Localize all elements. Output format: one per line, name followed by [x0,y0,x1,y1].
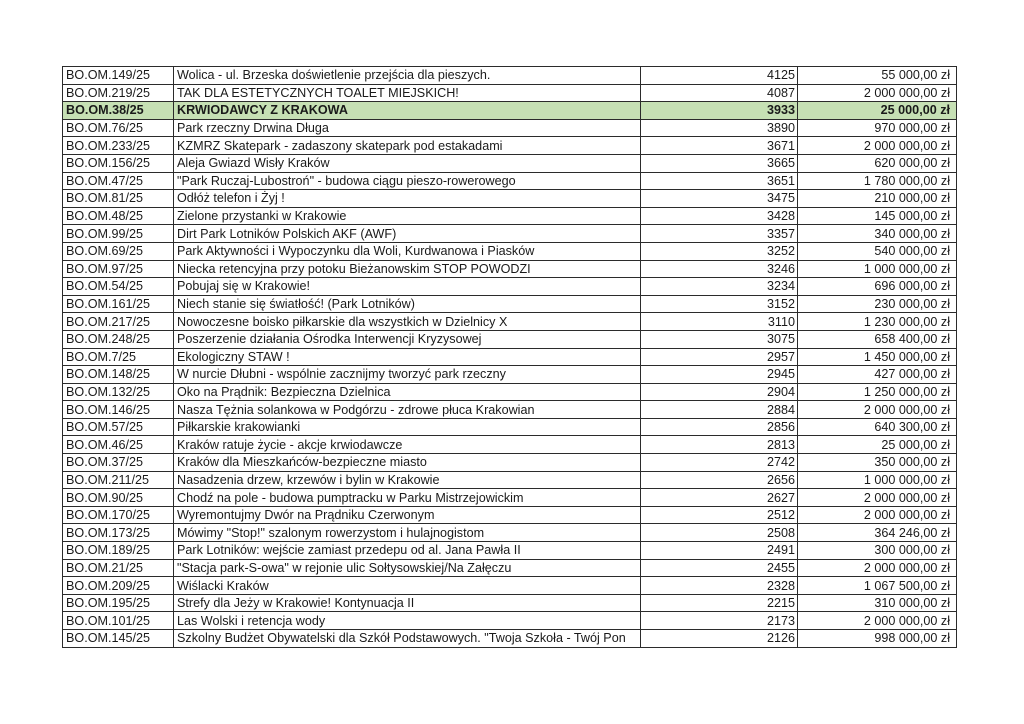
project-id-cell: BO.OM.57/25 [63,418,174,436]
project-id-cell: BO.OM.47/25 [63,172,174,190]
votes-cell: 3357 [641,225,798,243]
table-row [63,137,957,155]
amount-cell: 2 000 000,00 zł [798,559,957,577]
table-row [63,154,957,172]
amount-cell: 1 450 000,00 zł [798,348,957,366]
table-row [63,559,957,577]
project-title-cell: Pobujaj się w Krakowie! [174,278,641,296]
project-title-cell: Strefy dla Jeży w Krakowie! Kontynuacja II [174,594,641,612]
project-id-cell: BO.OM.211/25 [63,471,174,489]
votes-cell: 3246 [641,260,798,278]
project-title-cell: "Park Ruczaj-Lubostroń" - budowa ciągu pieszo-rowerowego [174,172,641,190]
table-row [63,577,957,595]
table-row [63,207,957,225]
amount-cell: 1 780 000,00 zł [798,172,957,190]
amount-cell: 970 000,00 zł [798,119,957,137]
project-id-cell: BO.OM.156/25 [63,154,174,172]
project-id-cell: BO.OM.195/25 [63,594,174,612]
project-id-cell: BO.OM.149/25 [63,67,174,85]
votes-cell: 3234 [641,278,798,296]
votes-cell: 3890 [641,119,798,137]
votes-cell: 3651 [641,172,798,190]
project-title-cell: Wiślacki Kraków [174,577,641,595]
amount-cell: 300 000,00 zł [798,542,957,560]
table-row [63,67,957,85]
amount-cell: 540 000,00 zł [798,242,957,260]
project-id-cell: BO.OM.90/25 [63,489,174,507]
table-row [63,524,957,542]
table-row [63,348,957,366]
votes-cell: 2508 [641,524,798,542]
table-row [63,313,957,331]
amount-cell: 658 400,00 zł [798,330,957,348]
project-id-cell: BO.OM.189/25 [63,542,174,560]
project-id-cell: BO.OM.148/25 [63,366,174,384]
project-title-cell: Poszerzenie działania Ośrodka Interwencji Kryzysowej [174,330,641,348]
table-row [63,401,957,419]
table-row [63,383,957,401]
votes-cell: 2957 [641,348,798,366]
table-row [63,436,957,454]
table-row [63,242,957,260]
amount-cell: 620 000,00 zł [798,154,957,172]
project-title-cell: TAK DLA ESTETYCZNYCH TOALET MIEJSKICH! [174,84,641,102]
project-title-cell: W nurcie Dłubni - wspólnie zacznijmy tworzyć park rzeczny [174,366,641,384]
votes-cell: 2512 [641,506,798,524]
project-id-cell: BO.OM.69/25 [63,242,174,260]
votes-cell: 2945 [641,366,798,384]
project-title-cell: Nasza Tężnia solankowa w Podgórzu - zdrowe płuca Krakowian [174,401,641,419]
project-id-cell: BO.OM.101/25 [63,612,174,630]
amount-cell: 145 000,00 zł [798,207,957,225]
projects-table-body [63,67,957,648]
amount-cell: 1 000 000,00 zł [798,471,957,489]
amount-cell: 998 000,00 zł [798,630,957,648]
project-title-cell: Park Lotników: wejście zamiast przedepu od al. Jana Pawła II [174,542,641,560]
project-id-cell: BO.OM.48/25 [63,207,174,225]
project-title-cell: Las Wolski i retencja wody [174,612,641,630]
project-id-cell: BO.OM.99/25 [63,225,174,243]
project-title-cell: Wyremontujmy Dwór na Prądniku Czerwonym [174,506,641,524]
project-id-cell: BO.OM.209/25 [63,577,174,595]
table-row [63,172,957,190]
project-title-cell: Aleja Gwiazd Wisły Kraków [174,154,641,172]
project-id-cell: BO.OM.219/25 [63,84,174,102]
amount-cell: 1 067 500,00 zł [798,577,957,595]
votes-cell: 2173 [641,612,798,630]
table-row [63,366,957,384]
amount-cell: 2 000 000,00 zł [798,506,957,524]
project-title-cell: Szkolny Budżet Obywatelski dla Szkół Podstawowych. "Twoja Szkoła - Twój Pon [174,630,641,648]
project-id-cell: BO.OM.81/25 [63,190,174,208]
votes-cell: 3428 [641,207,798,225]
project-id-cell: BO.OM.54/25 [63,278,174,296]
projects-table [62,66,957,648]
project-title-cell: Wolica - ul. Brzeska doświetlenie przejścia dla pieszych. [174,67,641,85]
project-title-cell: Piłkarskie krakowianki [174,418,641,436]
table-row [63,119,957,137]
project-title-cell: Oko na Prądnik: Bezpieczna Dzielnica [174,383,641,401]
project-id-cell: BO.OM.76/25 [63,119,174,137]
project-id-cell: BO.OM.146/25 [63,401,174,419]
project-title-cell: Ekologiczny STAW ! [174,348,641,366]
project-title-cell: Chodź na pole - budowa pumptracku w Parku Mistrzejowickim [174,489,641,507]
amount-cell: 230 000,00 zł [798,295,957,313]
project-id-cell: BO.OM.217/25 [63,313,174,331]
project-title-cell: Zielone przystanki w Krakowie [174,207,641,225]
amount-cell: 340 000,00 zł [798,225,957,243]
table-row [63,295,957,313]
votes-cell: 2856 [641,418,798,436]
project-id-cell: BO.OM.97/25 [63,260,174,278]
project-title-cell: KRWIODAWCY Z KRAKOWA [174,102,641,120]
votes-cell: 3110 [641,313,798,331]
amount-cell: 55 000,00 zł [798,67,957,85]
votes-cell: 2742 [641,454,798,472]
table-row [63,542,957,560]
votes-cell: 2656 [641,471,798,489]
amount-cell: 2 000 000,00 zł [798,489,957,507]
amount-cell: 640 300,00 zł [798,418,957,436]
votes-cell: 2455 [641,559,798,577]
votes-cell: 3665 [641,154,798,172]
votes-cell: 2215 [641,594,798,612]
project-title-cell: Odłóż telefon i Żyj ! [174,190,641,208]
project-title-cell: Park Aktywności i Wypoczynku dla Woli, Kurdwanowa i Piasków [174,242,641,260]
amount-cell: 427 000,00 zł [798,366,957,384]
table-row [63,612,957,630]
table-row [63,630,957,648]
project-id-cell: BO.OM.7/25 [63,348,174,366]
project-id-cell: BO.OM.37/25 [63,454,174,472]
amount-cell: 364 246,00 zł [798,524,957,542]
amount-cell: 696 000,00 zł [798,278,957,296]
amount-cell: 1 230 000,00 zł [798,313,957,331]
table-row [63,471,957,489]
project-id-cell: BO.OM.145/25 [63,630,174,648]
votes-cell: 2904 [641,383,798,401]
table-row [63,225,957,243]
table-row [63,506,957,524]
table-row-highlighted [63,102,957,120]
project-id-cell: BO.OM.233/25 [63,137,174,155]
project-title-cell: Nasadzenia drzew, krzewów i bylin w Krakowie [174,471,641,489]
project-id-cell: BO.OM.173/25 [63,524,174,542]
votes-cell: 3252 [641,242,798,260]
votes-cell: 3152 [641,295,798,313]
project-id-cell: BO.OM.161/25 [63,295,174,313]
project-title-cell: Park rzeczny Drwina Długa [174,119,641,137]
project-title-cell: Niech stanie się światłość! (Park Lotników) [174,295,641,313]
amount-cell: 2 000 000,00 zł [798,84,957,102]
votes-cell: 3933 [641,102,798,120]
project-title-cell: Mówimy "Stop!" szalonym rowerzystom i hulajnogistom [174,524,641,542]
amount-cell: 25 000,00 zł [798,436,957,454]
table-row [63,454,957,472]
table-row [63,489,957,507]
table-row [63,84,957,102]
votes-cell: 2627 [641,489,798,507]
project-title-cell: KZMRZ Skatepark - zadaszony skatepark pod estakadami [174,137,641,155]
votes-cell: 4087 [641,84,798,102]
votes-cell: 2491 [641,542,798,560]
votes-cell: 3671 [641,137,798,155]
votes-cell: 4125 [641,67,798,85]
amount-cell: 2 000 000,00 zł [798,401,957,419]
table-row [63,278,957,296]
amount-cell: 350 000,00 zł [798,454,957,472]
votes-cell: 3075 [641,330,798,348]
amount-cell: 25 000,00 zł [798,102,957,120]
project-title-cell: "Stacja park-S-owa" w rejonie ulic Sołtysowskiej/Na Załęczu [174,559,641,577]
votes-cell: 2328 [641,577,798,595]
amount-cell: 210 000,00 zł [798,190,957,208]
project-id-cell: BO.OM.21/25 [63,559,174,577]
table-row [63,190,957,208]
amount-cell: 1 000 000,00 zł [798,260,957,278]
table-row [63,594,957,612]
votes-cell: 2813 [641,436,798,454]
table-row [63,418,957,436]
project-title-cell: Dirt Park Lotników Polskich AKF (AWF) [174,225,641,243]
project-title-cell: Kraków dla Mieszkańców-bezpieczne miasto [174,454,641,472]
amount-cell: 1 250 000,00 zł [798,383,957,401]
amount-cell: 310 000,00 zł [798,594,957,612]
votes-cell: 3475 [641,190,798,208]
votes-cell: 2884 [641,401,798,419]
project-title-cell: Nowoczesne boisko piłkarskie dla wszystkich w Dzielnicy X [174,313,641,331]
project-id-cell: BO.OM.132/25 [63,383,174,401]
project-title-cell: Niecka retencyjna przy potoku Bieżanowskim STOP POWODZI [174,260,641,278]
table-row [63,330,957,348]
amount-cell: 2 000 000,00 zł [798,137,957,155]
table-row [63,260,957,278]
project-id-cell: BO.OM.248/25 [63,330,174,348]
project-id-cell: BO.OM.38/25 [63,102,174,120]
project-id-cell: BO.OM.170/25 [63,506,174,524]
amount-cell: 2 000 000,00 zł [798,612,957,630]
votes-cell: 2126 [641,630,798,648]
project-id-cell: BO.OM.46/25 [63,436,174,454]
project-title-cell: Kraków ratuje życie - akcje krwiodawcze [174,436,641,454]
